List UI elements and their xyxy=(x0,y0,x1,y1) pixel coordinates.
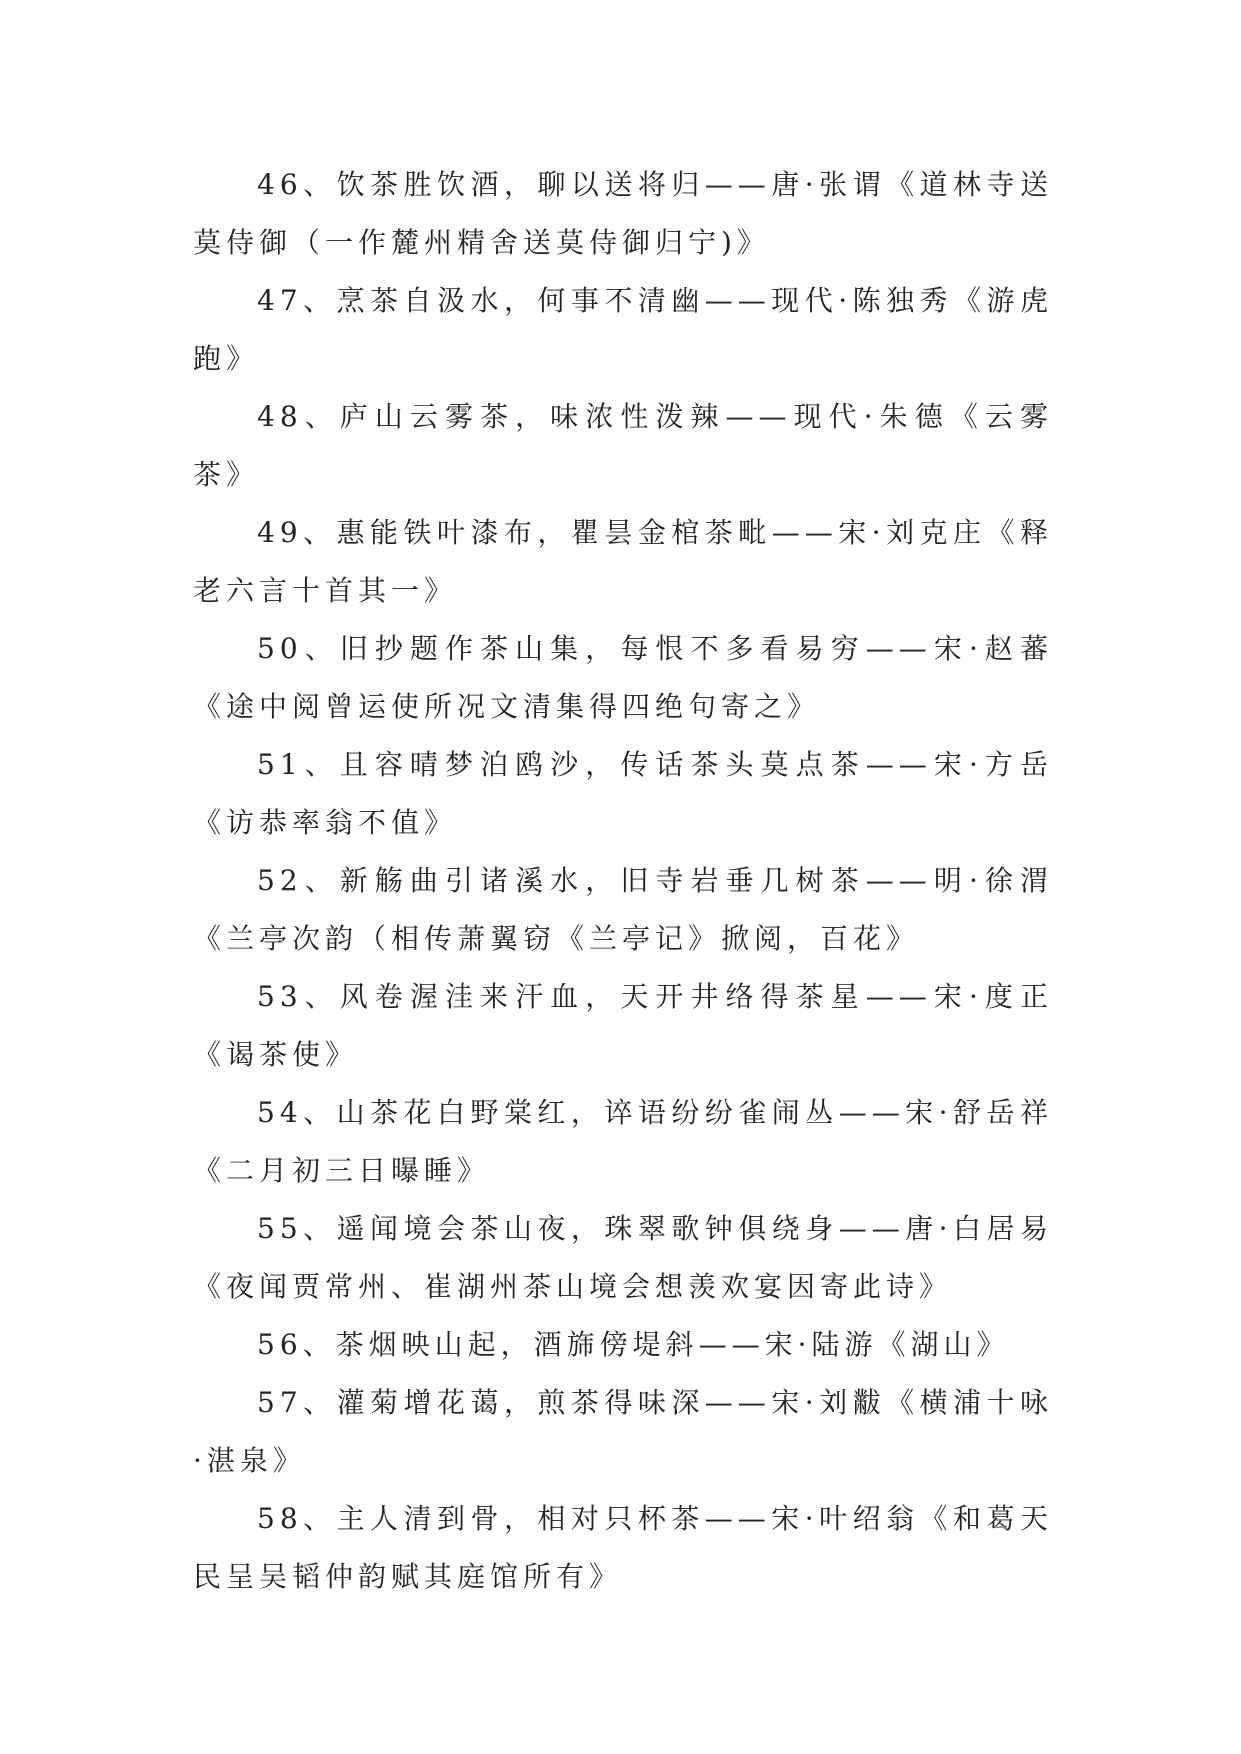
poem-entry-49: 49、惠能铁叶漆布，瞿昙金棺茶毗——宋·刘克庄《释老六言十首其一》 xyxy=(193,516,1053,607)
poem-entry-51: 51、且容晴梦泊鸥沙，传话茶头莫点茶——宋·方岳《访恭率翁不值》 xyxy=(193,748,1053,839)
poem-entry-56: 56、茶烟映山起，酒旆傍堤斜——宋·陆游《湖山》 xyxy=(257,1328,1010,1361)
poem-entry-53: 53、风卷渥洼来汗血，天开井络得茶星——宋·度正《谒茶使》 xyxy=(193,980,1053,1071)
poem-entry-58: 58、主人清到骨，相对只杯茶——宋·叶绍翁《和葛天民呈吴韬仲韵赋其庭馆所有》 xyxy=(193,1502,1053,1593)
poem-entry-54: 54、山茶花白野棠红，谇语纷纷雀闹丛——宋·舒岳祥《二月初三日曝睡》 xyxy=(193,1096,1053,1187)
poem-list xyxy=(193,156,1053,1606)
poem-entry-46: 46、饮茶胜饮酒，聊以送将归——唐·张谓《道林寺送莫侍御（一作麓州精舍送莫侍御归宁)》 xyxy=(193,168,1053,259)
poem-entry-50: 50、旧抄题作茶山集，每恨不多看易穷——宋·赵蕃《途中阅曾运使所况文清集得四绝句寄之》 xyxy=(193,632,1053,723)
poem-entry-48: 48、庐山云雾茶，味浓性泼辣——现代·朱德《云雾茶》 xyxy=(193,400,1053,491)
poem-entry-47: 47、烹茶自汲水，何事不清幽——现代·陈独秀《游虎跑》 xyxy=(193,284,1053,375)
poem-entry-55: 55、遥闻境会茶山夜，珠翠歌钟俱绕身——唐·白居易《夜闻贾常州、崔湖州茶山境会想羡欢宴因寄此诗》 xyxy=(193,1212,1053,1303)
poem-entry-57: 57、灌菊增花蔼，煎茶得味深——宋·刘黻《横浦十咏·湛泉》 xyxy=(193,1386,1053,1477)
poem-entry-52: 52、新觞曲引诸溪水，旧寺岩垂几树茶——明·徐渭《兰亭次韵（相传萧翼窃《兰亭记》掀阅，百花》 xyxy=(193,864,1053,955)
